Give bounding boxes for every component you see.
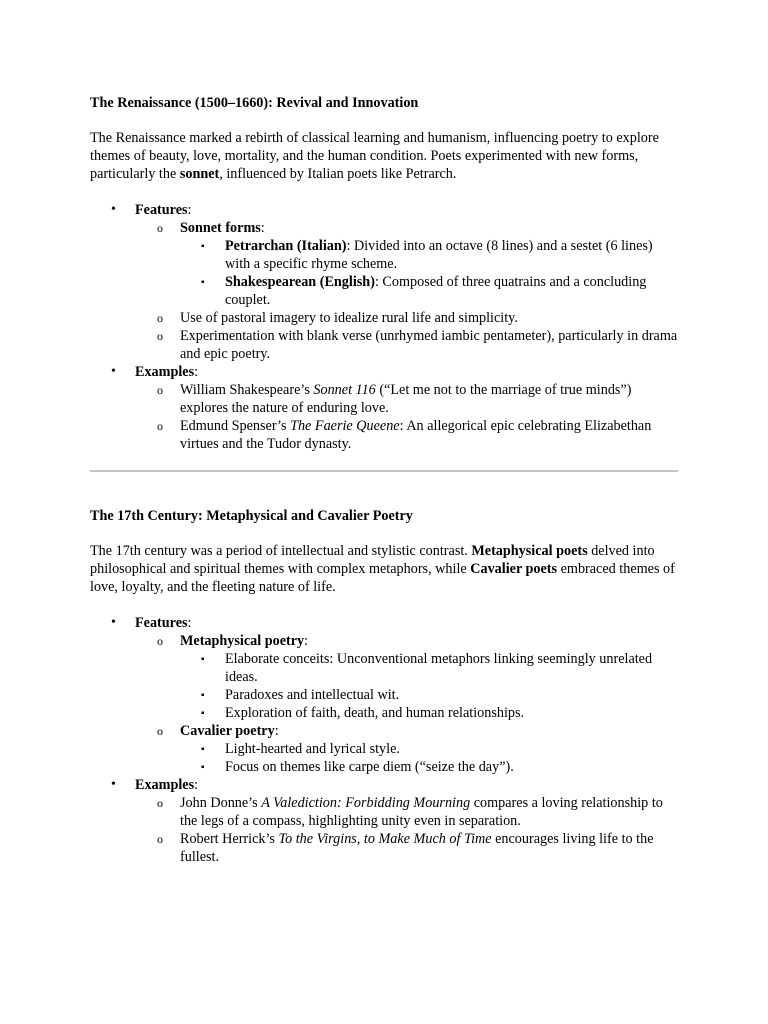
bold-text: Metaphysical poetry — [180, 633, 305, 649]
text-run: delved into philosophical and spiritual themes with complex metaphors, while — [90, 543, 655, 577]
list-item — [90, 614, 678, 632]
circle-bullet-icon: o — [157, 329, 163, 343]
text-run: The Renaissance marked a rebirth of classical learning and humanism, influencing poetry to explore themes of beauty, love, mortality, and the human condition. Poets experimented with new forms, particularly the — [90, 130, 659, 182]
list-item-text — [225, 237, 678, 273]
list-item — [90, 794, 678, 830]
text-run: Exploration of faith, death, and human relationships. — [225, 705, 525, 721]
list-item-text — [180, 219, 678, 237]
list-item — [90, 309, 678, 327]
circle-bullet-icon: o — [157, 419, 163, 433]
bold-text: Petrarchan (Italian) — [225, 238, 347, 254]
list-item — [90, 776, 678, 794]
list-item — [90, 632, 678, 650]
list-item-text — [225, 758, 678, 776]
text-run: (“Let me not to the marriage of true minds”) explores the nature of enduring love. — [180, 382, 632, 416]
text-run: Elaborate conceits: Unconventional metaphors linking seemingly unrelated ideas. — [225, 651, 653, 685]
bold-text: Metaphysical poets — [471, 543, 588, 559]
text-run: : — [187, 615, 192, 631]
list-item-text — [180, 632, 678, 650]
text-run: embraced themes of love, loyalty, and the fleeting nature of life. — [90, 561, 675, 595]
square-bullet-icon: ▪ — [201, 654, 205, 665]
list-item-text — [135, 776, 678, 794]
bold-text: Cavalier poetry — [180, 723, 275, 739]
list-item — [90, 219, 678, 237]
list-item — [90, 201, 678, 219]
text-run: compares a loving relationship to the legs of a compass, highlighting unity even in separation. — [180, 795, 663, 829]
section-heading-renaissance: The Renaissance (1500–1660): Revival and Innovation — [90, 95, 419, 111]
text-run: : — [304, 633, 309, 649]
bullet-icon: • — [111, 364, 116, 379]
list-item-text — [225, 686, 678, 704]
text-run: : Divided into an octave (8 lines) and a sestet (6 lines) with a specific rhyme scheme. — [225, 238, 653, 272]
list-item-text — [225, 704, 678, 722]
list-item — [90, 686, 678, 704]
17th-century-list — [90, 614, 678, 866]
list-item — [90, 417, 678, 453]
section-divider — [90, 470, 678, 472]
text-run: encourages living life to the fullest. — [180, 831, 654, 865]
section-heading-17th-century: The 17th Century: Metaphysical and Cavalier Poetry — [90, 508, 413, 524]
list-item-text — [135, 363, 678, 381]
list-item — [90, 650, 678, 686]
list-item-text — [180, 794, 678, 830]
list-item — [90, 740, 678, 758]
section-intro-renaissance — [90, 129, 678, 183]
list-item-text — [180, 417, 678, 453]
list-item-text — [225, 740, 678, 758]
circle-bullet-icon: o — [157, 221, 163, 235]
text-run: : — [194, 364, 199, 380]
text-run: Edmund Spenser’s — [180, 418, 291, 434]
list-item — [90, 363, 678, 381]
text-run: Experimentation with blank verse (unrhymed iambic pentameter), particularly in drama and epic poetry. — [180, 328, 678, 362]
text-run: , influenced by Italian poets like Petrarch. — [219, 166, 457, 182]
section-intro-17th-century — [90, 542, 678, 596]
list-item-text — [180, 381, 678, 417]
bold-text: Shakespearean (English) — [225, 274, 375, 290]
bold-text: Features — [135, 202, 188, 218]
text-run: : — [187, 202, 192, 218]
list-item — [90, 273, 678, 309]
text-run: : — [260, 220, 265, 236]
list-item — [90, 722, 678, 740]
list-item — [90, 830, 678, 866]
bold-text: Features — [135, 615, 188, 631]
list-item-text — [225, 650, 678, 686]
bold-text: sonnet — [179, 166, 220, 182]
list-item — [90, 327, 678, 363]
text-run: Focus on themes like carpe diem (“seize the day”). — [225, 759, 514, 775]
square-bullet-icon: ▪ — [201, 708, 205, 719]
text-run: William Shakespeare’s — [180, 382, 314, 398]
list-item-text — [135, 614, 678, 632]
text-run: Use of pastoral imagery to idealize rural life and simplicity. — [180, 310, 518, 326]
circle-bullet-icon: o — [157, 311, 163, 325]
text-run: : An allegorical epic celebrating Elizabethan virtues and the Tudor dynasty. — [180, 418, 652, 452]
circle-bullet-icon: o — [157, 724, 163, 738]
square-bullet-icon: ▪ — [201, 762, 205, 773]
bullet-icon: • — [111, 615, 116, 630]
text-run: : — [274, 723, 279, 739]
square-bullet-icon: ▪ — [201, 744, 205, 755]
square-bullet-icon: ▪ — [201, 690, 205, 701]
list-item-text — [180, 327, 678, 363]
list-item — [90, 758, 678, 776]
list-item-text — [180, 830, 678, 866]
circle-bullet-icon: o — [157, 796, 163, 810]
italic-title: Sonnet 116 — [313, 382, 376, 398]
renaissance-list — [90, 201, 678, 453]
list-item-text — [180, 309, 678, 327]
list-item — [90, 381, 678, 417]
italic-title: A Valediction: Forbidding Mourning — [261, 795, 471, 811]
bold-text: Sonnet forms — [180, 220, 261, 236]
circle-bullet-icon: o — [157, 634, 163, 648]
bold-text: Examples — [135, 364, 195, 380]
circle-bullet-icon: o — [157, 832, 163, 846]
text-run: : — [194, 777, 199, 793]
text-run: Light-hearted and lyrical style. — [225, 741, 400, 757]
bold-text: Examples — [135, 777, 195, 793]
list-item-text — [180, 722, 678, 740]
list-item-text — [225, 273, 678, 309]
italic-title: To the Virgins, to Make Much of Time — [278, 831, 492, 847]
bullet-icon: • — [111, 202, 116, 217]
text-run: : Composed of three quatrains and a concluding couplet. — [225, 274, 647, 308]
text-run: Paradoxes and intellectual wit. — [225, 687, 400, 703]
text-run: Robert Herrick’s — [180, 831, 279, 847]
square-bullet-icon: ▪ — [201, 277, 205, 288]
bold-text: Cavalier poets — [470, 561, 558, 577]
list-item-text — [135, 201, 678, 219]
square-bullet-icon: ▪ — [201, 241, 205, 252]
list-item — [90, 237, 678, 273]
text-run: The 17th century was a period of intellectual and stylistic contrast. — [90, 543, 472, 559]
text-run: John Donne’s — [180, 795, 262, 811]
circle-bullet-icon: o — [157, 383, 163, 397]
bullet-icon: • — [111, 777, 116, 792]
list-item — [90, 704, 678, 722]
italic-title: The Faerie Queene — [290, 418, 400, 434]
